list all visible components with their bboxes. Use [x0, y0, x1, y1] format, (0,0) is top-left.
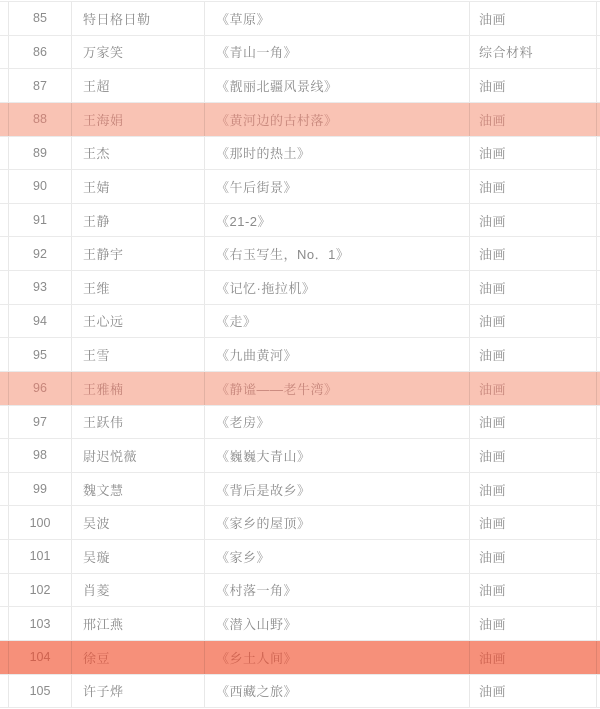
artwork-title-cell: 《草原》 [205, 2, 470, 35]
category-cell: 油画 [470, 439, 597, 472]
row-number-cell: 87 [8, 69, 72, 102]
category-cell: 油画 [470, 473, 597, 506]
table-row [0, 406, 600, 440]
artist-name-cell: 王静 [72, 204, 205, 237]
category-cell: 油画 [470, 406, 597, 439]
artist-name-cell: 徐豆 [72, 641, 205, 674]
category-cell: 油画 [470, 305, 597, 338]
category-cell: 油画 [470, 574, 597, 607]
category-cell: 油画 [470, 506, 597, 539]
artwork-title-cell: 《家乡的屋顶》 [205, 506, 470, 539]
artwork-title-cell: 《走》 [205, 305, 470, 338]
category-cell: 油画 [470, 170, 597, 203]
row-number-cell: 93 [8, 271, 72, 304]
category-cell: 油画 [470, 338, 597, 371]
table-row [0, 338, 600, 372]
category-cell: 油画 [470, 641, 597, 674]
row-number-cell: 94 [8, 305, 72, 338]
row-number-cell: 99 [8, 473, 72, 506]
artist-name-cell: 尉迟悦薇 [72, 439, 205, 472]
category-cell: 综合材料 [470, 36, 597, 69]
row-number-cell: 105 [8, 675, 72, 708]
table-row [0, 237, 600, 271]
artwork-title-cell: 《那时的热土》 [205, 137, 470, 170]
table-row [0, 675, 600, 709]
row-number-cell: 95 [8, 338, 72, 371]
table-row [0, 2, 600, 36]
artwork-title-cell: 《右玉写生，No．1》 [205, 237, 470, 270]
table-row [0, 439, 600, 473]
row-number-cell: 85 [8, 2, 72, 35]
artwork-title-cell: 《黄河边的古村落》 [205, 103, 470, 136]
row-number-cell: 89 [8, 137, 72, 170]
artist-name-cell: 王雅楠 [72, 372, 205, 405]
table-row [0, 137, 600, 171]
table-row [0, 506, 600, 540]
artwork-title-cell: 《青山一角》 [205, 36, 470, 69]
artwork-title-cell: 《老房》 [205, 406, 470, 439]
category-cell: 油画 [470, 237, 597, 270]
artist-name-cell: 魏文慧 [72, 473, 205, 506]
artist-name-cell: 许子烨 [72, 675, 205, 708]
artwork-title-cell: 《记忆·拖拉机》 [205, 271, 470, 304]
table-row [0, 607, 600, 641]
artist-name-cell: 王超 [72, 69, 205, 102]
table-row [0, 170, 600, 204]
category-cell: 油画 [470, 69, 597, 102]
row-number-cell: 102 [8, 574, 72, 607]
artwork-title-cell: 《西藏之旅》 [205, 675, 470, 708]
category-cell: 油画 [470, 540, 597, 573]
table-row [0, 103, 600, 137]
table-row [0, 540, 600, 574]
row-number-cell: 104 [8, 641, 72, 674]
category-cell: 油画 [470, 204, 597, 237]
table-row [0, 305, 600, 339]
category-cell: 油画 [470, 137, 597, 170]
artist-name-cell: 吴波 [72, 506, 205, 539]
table-row [0, 473, 600, 507]
artist-name-cell: 王静宇 [72, 237, 205, 270]
row-number-cell: 100 [8, 506, 72, 539]
row-number-cell: 90 [8, 170, 72, 203]
table-row [0, 372, 600, 406]
row-number-cell: 86 [8, 36, 72, 69]
row-number-cell: 88 [8, 103, 72, 136]
artwork-title-cell: 《九曲黄河》 [205, 338, 470, 371]
category-cell: 油画 [470, 103, 597, 136]
artist-name-cell: 万家笑 [72, 36, 205, 69]
table-row [0, 69, 600, 103]
artwork-title-cell: 《乡土人间》 [205, 641, 470, 674]
artist-name-cell: 王杰 [72, 137, 205, 170]
artist-name-cell: 特日格日勒 [72, 2, 205, 35]
artwork-list-table [0, 1, 600, 708]
row-number-cell: 91 [8, 204, 72, 237]
artist-name-cell: 王心远 [72, 305, 205, 338]
artist-name-cell: 吴璇 [72, 540, 205, 573]
artwork-title-cell: 《巍巍大青山》 [205, 439, 470, 472]
artist-name-cell: 王婧 [72, 170, 205, 203]
table-row [0, 204, 600, 238]
artwork-title-cell: 《静谧——老牛湾》 [205, 372, 470, 405]
row-number-cell: 92 [8, 237, 72, 270]
row-number-cell: 103 [8, 607, 72, 640]
table-row [0, 641, 600, 675]
artwork-title-cell: 《潜入山野》 [205, 607, 470, 640]
artwork-title-cell: 《村落一角》 [205, 574, 470, 607]
category-cell: 油画 [470, 675, 597, 708]
artist-name-cell: 肖菱 [72, 574, 205, 607]
artist-name-cell: 王跃伟 [72, 406, 205, 439]
artist-name-cell: 邢江燕 [72, 607, 205, 640]
artwork-title-cell: 《午后街景》 [205, 170, 470, 203]
artist-name-cell: 王维 [72, 271, 205, 304]
category-cell: 油画 [470, 372, 597, 405]
row-number-cell: 97 [8, 406, 72, 439]
table-row [0, 574, 600, 608]
row-number-cell: 98 [8, 439, 72, 472]
table-row [0, 271, 600, 305]
artwork-title-cell: 《背后是故乡》 [205, 473, 470, 506]
row-number-cell: 96 [8, 372, 72, 405]
row-number-cell: 101 [8, 540, 72, 573]
artwork-title-cell: 《靓丽北疆风景线》 [205, 69, 470, 102]
category-cell: 油画 [470, 607, 597, 640]
artwork-title-cell: 《21-2》 [205, 204, 470, 237]
artist-name-cell: 王海娟 [72, 103, 205, 136]
category-cell: 油画 [470, 271, 597, 304]
category-cell: 油画 [470, 2, 597, 35]
artist-name-cell: 王雪 [72, 338, 205, 371]
artwork-title-cell: 《家乡》 [205, 540, 470, 573]
table-row [0, 36, 600, 70]
